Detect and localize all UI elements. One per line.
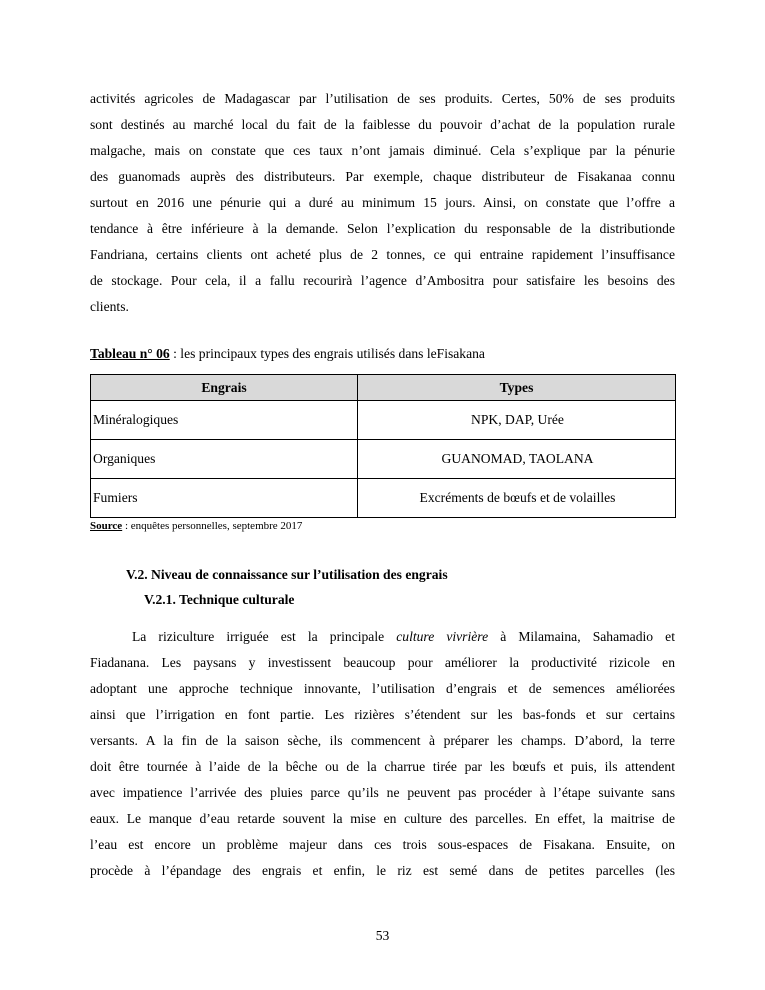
table-row <box>91 479 676 518</box>
table-source <box>90 520 302 532</box>
table-cell: Fumiers <box>91 479 358 518</box>
text-line: malgache, mais on constate que ces taux n’ont jamais diminué. Cela s’explique par la pénurie <box>90 143 675 158</box>
text-line: des guanomads auprès des distributeurs. Par exemple, chaque distributeur de Fisakanaa connu <box>90 169 675 184</box>
paragraph-distribution <box>90 86 675 320</box>
subsection-heading: V.2.1. Technique culturale <box>144 592 295 607</box>
table-cell: GUANOMAD, TAOLANA <box>358 440 676 479</box>
emphasis-text: culture vivrière <box>396 629 489 644</box>
text-line <box>90 624 675 650</box>
text-line: de stockage. Pour cela, il a fallu recourirà l’agence d’Ambositra pour satisfaire les besoins des <box>90 273 675 288</box>
section-heading: V.2. Niveau de connaissance sur l’utilisation des engrais <box>126 567 448 582</box>
table-caption-text: : les principaux types des engrais utilisés dans leFisakana <box>169 346 485 361</box>
table-header-engrais: Engrais <box>91 375 358 401</box>
table-cell: Organiques <box>91 440 358 479</box>
paragraph-technique <box>90 624 675 884</box>
text-segment: La riziculture irriguée est la principale <box>132 629 397 644</box>
text-line: l’eau est encore un problème majeur dans ces trois sous-espaces de Fisakana. Ensuite, on <box>90 837 675 852</box>
text-line: surtout en 2016 une pénurie qui a duré au minimum 15 jours. Ainsi, on constate que l’offre a <box>90 195 675 210</box>
source-label: Source <box>90 520 123 532</box>
text-line: ainsi que l’irrigation en font partie. Les rizières s’étendent sur les bas-fonds et sur certains <box>90 707 675 722</box>
text-segment: à Milamaina, Sahamadio et <box>488 629 675 644</box>
table-header-types: Types <box>358 375 676 401</box>
table-row <box>91 401 676 440</box>
text-line: Fandriana, certains clients ont acheté plus de 2 tonnes, ce qui entraine rapidement l’insuffisance <box>90 247 675 262</box>
table-row <box>91 440 676 479</box>
table-caption <box>90 346 485 362</box>
text-line: versants. A la fin de la saison sèche, ils commencent à préparer les champs. D’abord, la terre <box>90 733 675 748</box>
table-caption-label: Tableau n° 06 <box>90 346 170 361</box>
table-cell: Excréments de bœufs et de volailles <box>358 479 676 518</box>
text-line: sont destinés au marché local du fait de la faiblesse du pouvoir d’achat de la population rurale <box>90 117 675 132</box>
table-cell: NPK, DAP, Urée <box>358 401 676 440</box>
text-line: doit être tournée à l’aide de la bêche ou de la charrue tirée par les bœufs et puis, ils attendent <box>90 759 675 774</box>
text-line: adoptant une approche technique innovante, l’utilisation d’engrais et de semences améliorées <box>90 681 675 696</box>
text-line: avec impatience l’arrivée des pluies parce qu’ils ne peuvent pas procéder à l’étape suivante sans <box>90 785 675 800</box>
text-line: clients. <box>90 299 129 314</box>
page-number: 53 <box>375 928 390 943</box>
fertilizer-types-table <box>90 374 676 518</box>
text-line: tendance à être inférieure à la demande. Selon l’explication du responsable de la distributionde <box>90 221 675 236</box>
text-line: activités agricoles de Madagascar par l’utilisation de ses produits. Certes, 50% de ses produits <box>90 91 675 106</box>
table-header-row <box>91 375 676 401</box>
text-line: procède à l’épandage des engrais et enfin, le riz est semé dans de petites parcelles (les <box>90 863 675 878</box>
table-cell: Minéralogiques <box>91 401 358 440</box>
text-line: Fiadanana. Les paysans y investissent beaucoup pour améliorer la productivité rizicole en <box>90 655 675 670</box>
source-text: : enquêtes personnelles, septembre 2017 <box>122 520 303 532</box>
text-line: eaux. Le manque d’eau retarde souvent la mise en culture des parcelles. En effet, la maitrise de <box>90 811 675 826</box>
